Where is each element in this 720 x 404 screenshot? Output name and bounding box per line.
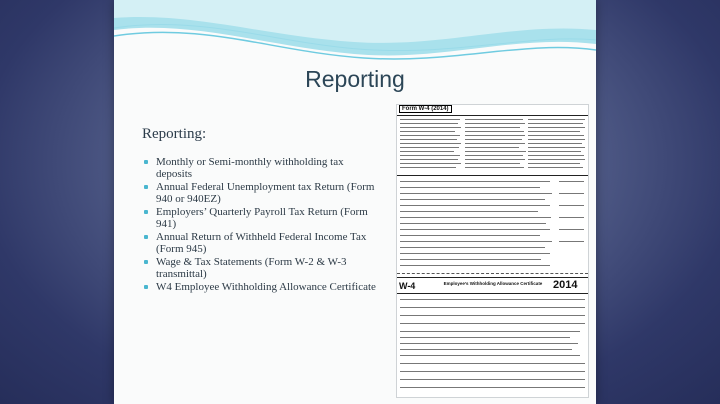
bullet-item: Annual Federal Unemployment tax Return (Form 940 or 940EZ) bbox=[142, 181, 382, 205]
slide bbox=[114, 0, 596, 404]
section-heading: Reporting: bbox=[142, 126, 207, 142]
form-certificate-title: Employee’s Withholding Allowance Certificate bbox=[443, 281, 543, 286]
bullet-list bbox=[142, 156, 382, 294]
form-year: 2014 bbox=[553, 279, 578, 291]
decorative-waves bbox=[114, 0, 596, 70]
bullet-item: Employers’ Quarterly Payroll Tax Return (Form 941) bbox=[142, 206, 382, 230]
w4-form-image bbox=[396, 104, 589, 398]
bullet-item: Annual Return of Withheld Federal Income Tax (Form 945) bbox=[142, 231, 382, 255]
bullet-item: Wage & Tax Statements (Form W-2 & W-3 transmittal) bbox=[142, 256, 382, 280]
bullet-item: W4 Employee Withholding Allowance Certificate bbox=[142, 281, 382, 293]
form-w4-logo: W-4 bbox=[399, 281, 416, 291]
slide-title: Reporting bbox=[305, 66, 405, 92]
bullet-item: Monthly or Semi-monthly withholding tax deposits bbox=[142, 156, 382, 180]
form-title: Form W-4 (2014) bbox=[399, 106, 452, 112]
